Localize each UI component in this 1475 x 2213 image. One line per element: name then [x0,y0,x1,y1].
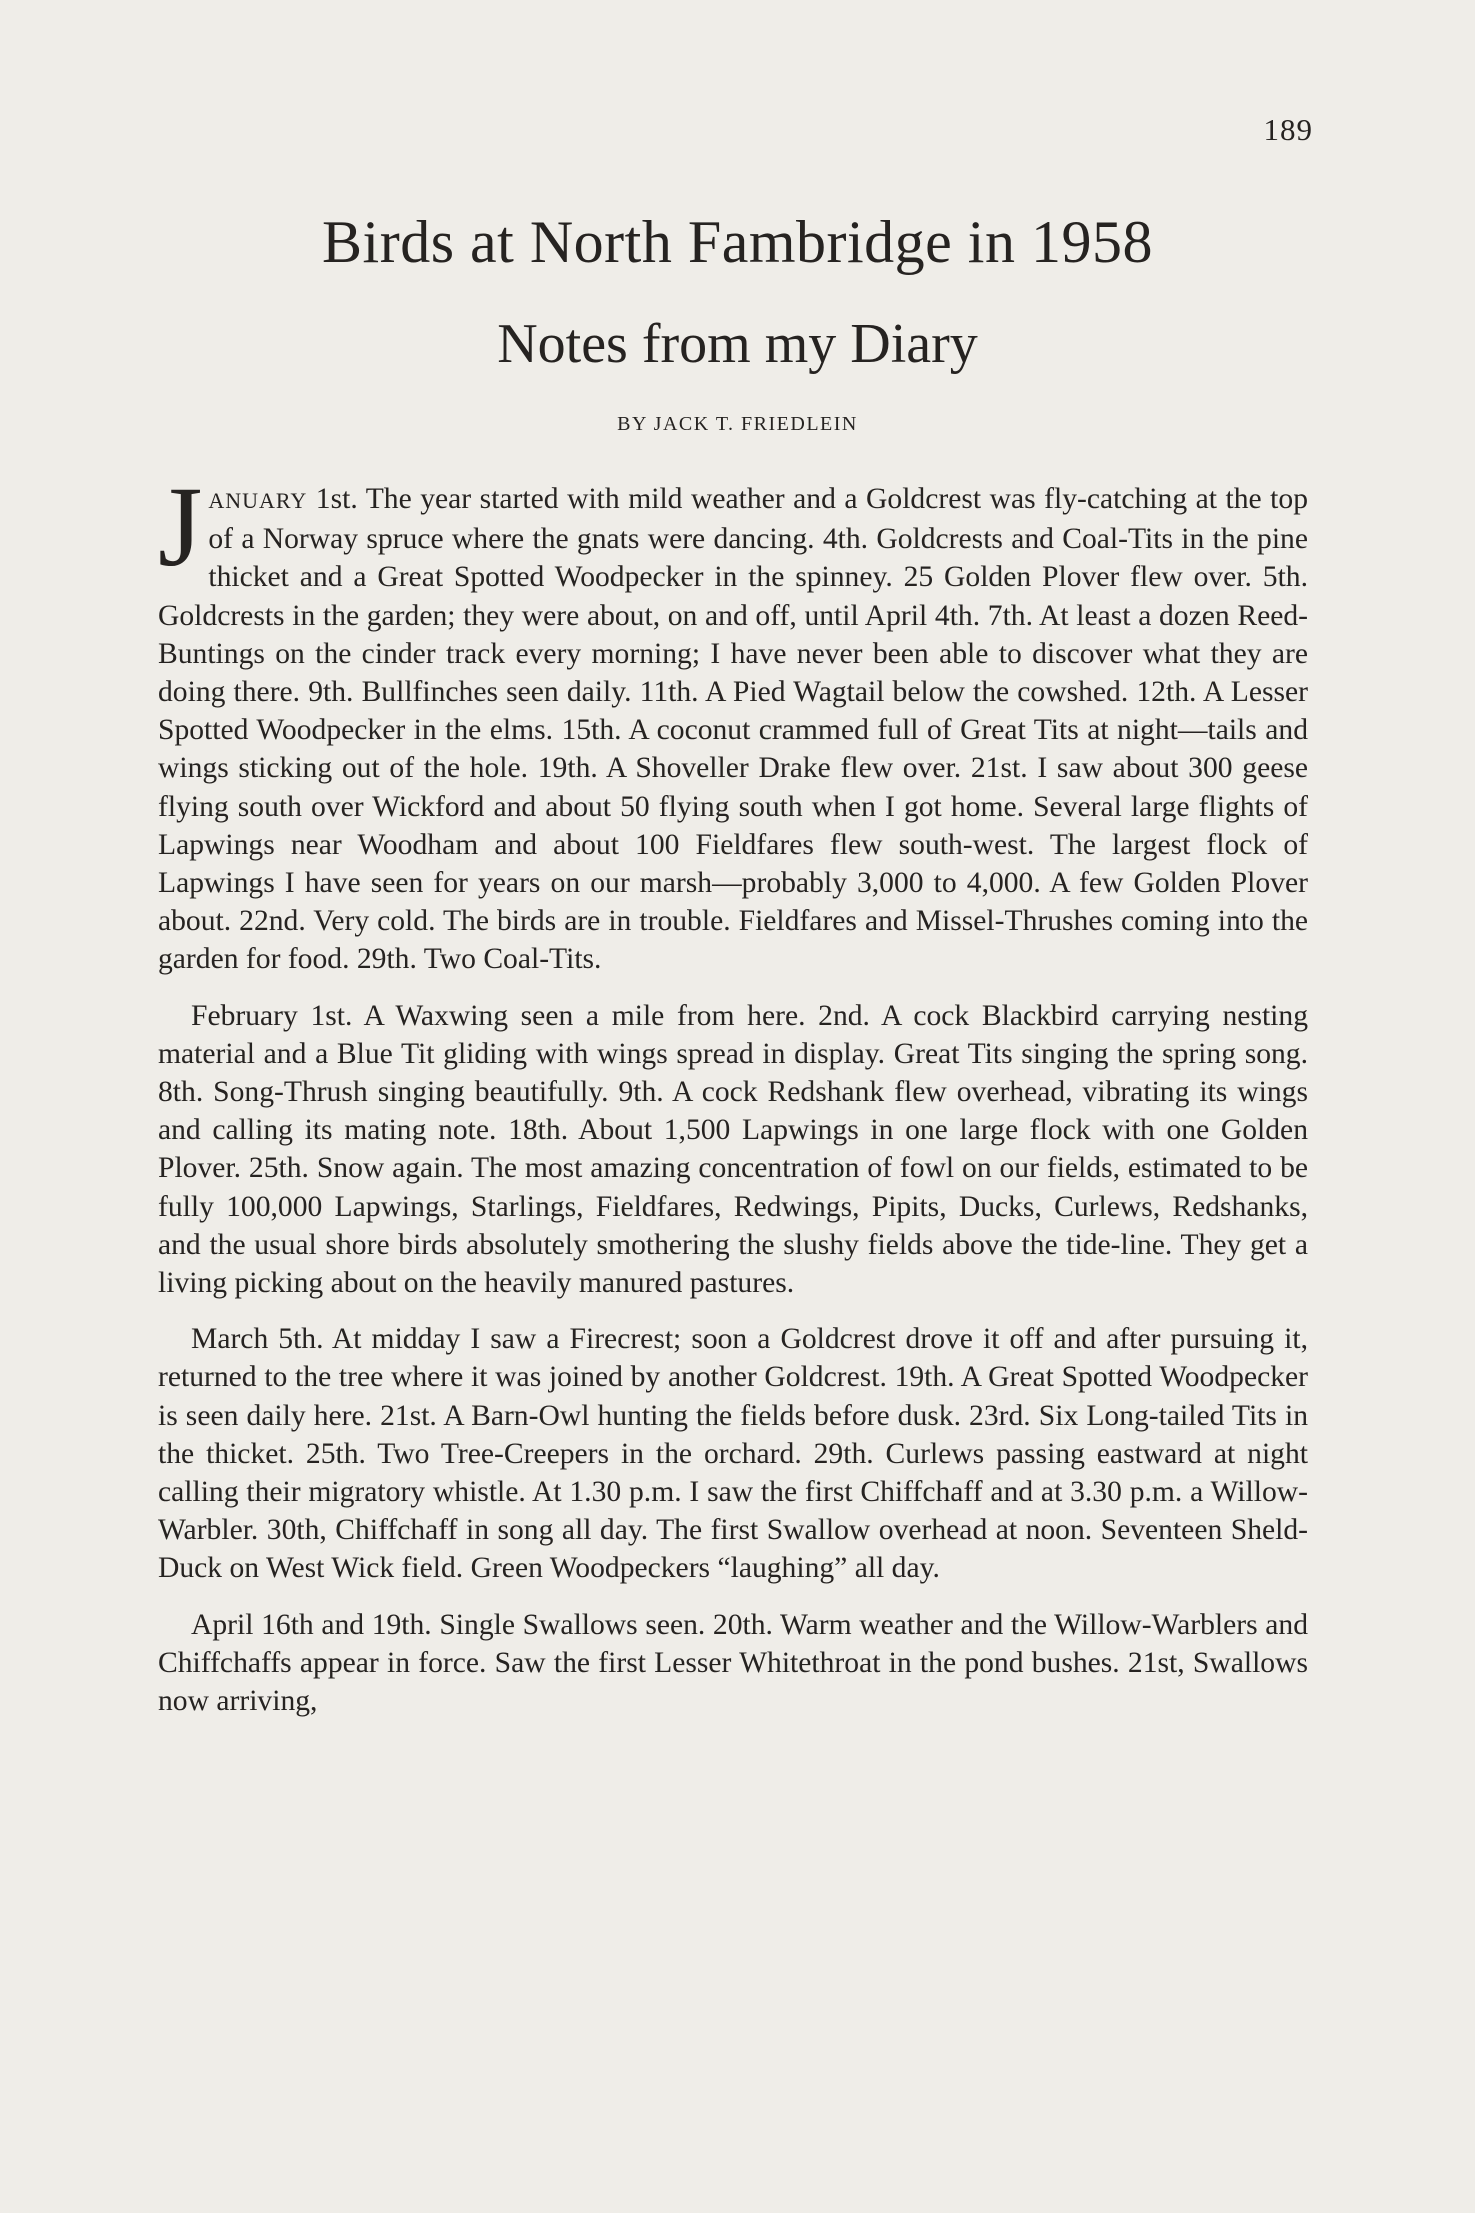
drop-cap: J [158,463,203,590]
page-number: 189 [1263,112,1313,147]
paragraph-march: March 5th. At midday I saw a Firecrest; soon a Goldcrest drove it off and after pursuing it, returned to the tree where it was joined by another Goldcrest. 19th. A Great Spotted Woodpecker is seen daily here. 21st. A Barn-Owl hunting the fields before dusk. 23rd. Six Long-tailed Tits in the thicket. 25th. Two Tree-Creepers in the orchard. 29th. Curlews passing eastward at night calling their migratory whistle. At 1.30 p.m. I saw the first Chiffchaff and at 3.30 p.m. a Willow-Warbler. 30th, Chiffchaff in song all day. The first Swallow overhead at noon. Seventeen Sheld-Duck on West Wick field. Green Woodpeckers “laughing” all day. [158,1323,1308,1585]
paragraph-february: February 1st. A Waxwing seen a mile from here. 2nd. A cock Blackbird carrying nesting material and a Blue Tit gliding with wings spread in display. Great Tits singing the spring song. 8th. Song-Thrush singing beautifully. 9th. A cock Redshank flew overhead, vibrating its wings and calling its mating note. 18th. About 1,500 Lapwings in one large flock with one Golden Plover. 25th. Snow again. The most amazing concentration of fowl on our fields, estimated to be fully 100,000 Lapwings, Starlings, Fieldfares, Redwings, Pipits, Ducks, Curlews, Redshanks, and the usual shore birds absolutely smothering the slushy fields above the tide-line. They get a living picking about on the heavily manured pastures. [158,999,1308,1300]
paragraph-january [158,463,1308,979]
month-smallcaps: ANUARY [208,488,308,513]
paragraph-april: April 16th and 19th. Single Swallows seen. 20th. Warm weather and the Willow-Warblers and Chiffchaffs appear in force. Saw the first Lesser Whitethroat in the pond bushes. 21st, Swallows now arriving, [158,1608,1308,1718]
paragraph-text: 1st. The year started with mild weather and a Goldcrest was fly-catching at the top of a Norway spruce where the gnats were dancing. 4th. Goldcrests and Coal-Tits in the pine thicket and a Great Spotted Woodpecker in the spinney. 25 Golden Plover flew over. 5th. Goldcrests in the garden; they were about, on and off, until April 4th. 7th. At least a dozen Reed-Buntings on the cinder track every morning; I have never been able to discover what they are doing there. 9th. Bullfinches seen daily. 11th. A Pied Wagtail below the cowshed. 12th. A Lesser Spotted Woodpecker in the elms. 15th. A coconut crammed full of Great Tits at night—tails and wings sticking out of the hole. 19th. A Shoveller Drake flew over. 21st. I saw about 300 geese flying south over Wickford and about 50 flying south when I got home. Several large flights of Lapwings near Woodham and about 100 Fieldfares flew south-west. The largest flock of Lapwings I have seen for years on our marsh—probably 3,000 to 4,000. A few Golden Plover about. 22nd. Very cold. The birds are in trouble. Fieldfares and Missel-Thrushes coming into the garden for food. 29th. Two Coal-Tits. [158,483,1308,976]
article-subtitle: Notes from my Diary [497,313,978,375]
article-body [158,463,1308,1738]
author-byline: BY JACK T. FRIEDLEIN [617,413,858,435]
article-title: Birds at North Fambridge in 1958 [322,209,1153,275]
